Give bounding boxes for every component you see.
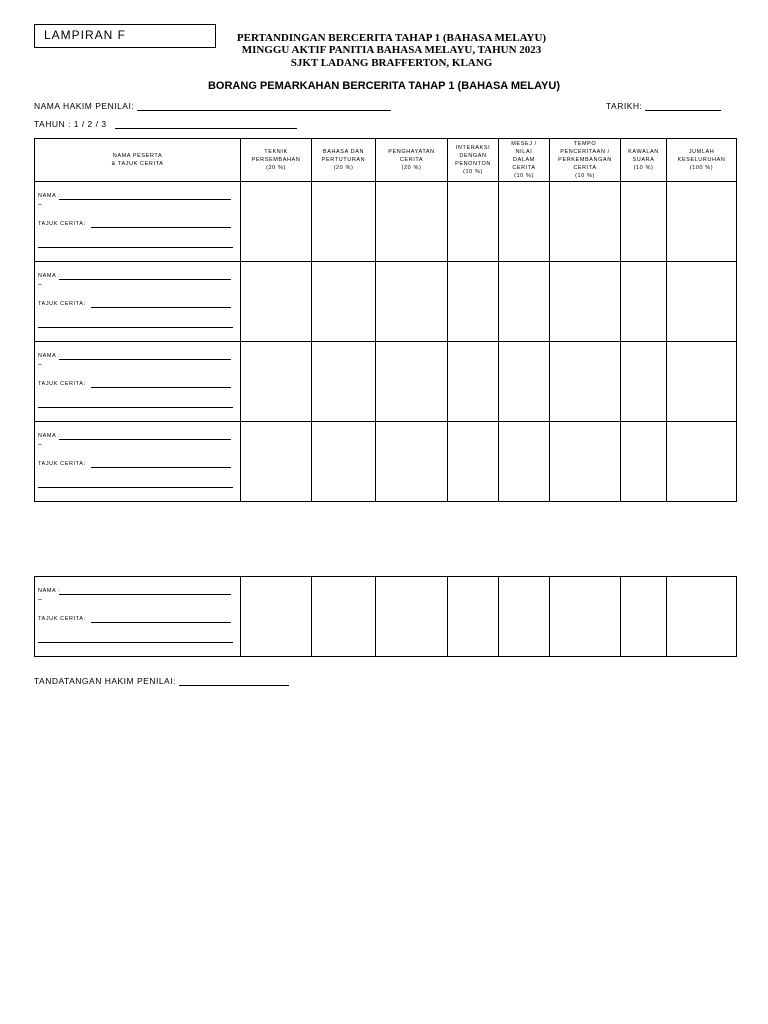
tajuk-blank-line[interactable] [91,387,231,388]
col-header-jumlah-keseluruhan [667,139,737,182]
participant-name-cell[interactable] [35,262,241,342]
col-header-line: PENCERITAAN / [560,149,610,155]
score-cell-teknik-persembahan[interactable] [241,262,312,342]
score-cell-interaksi-penonton[interactable] [448,262,499,342]
participant-name-cell[interactable] [35,342,241,422]
col-header-line: JUMLAH [688,149,715,155]
score-cell-interaksi-penonton[interactable] [448,422,499,502]
col-header-line: & TAJUK CERITA [111,161,164,167]
score-cell-interaksi-penonton[interactable] [448,342,499,422]
col-header-line: (10 %) [463,169,483,175]
tahun-blank-line[interactable] [115,128,297,129]
score-cell-mesej-nilai[interactable] [499,422,550,502]
dash-mark: – [38,596,42,603]
dash-mark: – [38,361,42,368]
col-header-line: (10 %) [575,173,595,179]
participant-row [35,422,737,502]
score-cell-interaksi-penonton[interactable] [448,577,499,657]
header-title-line-1: PERTANDINGAN BERCERITA TAHAP 1 (BAHASA MELAYU) [236,32,547,44]
score-cell-kawalan-suara[interactable] [621,182,667,262]
score-cell-penghayatan-cerita[interactable] [376,262,448,342]
score-cell-teknik-persembahan[interactable] [241,422,312,502]
score-cell-tempo-penceritaan[interactable] [550,422,621,502]
tajuk-label: TAJUK CERITA: [38,616,86,622]
col-header-line: (20 %) [266,165,286,171]
col-header-line: KESELURUHAN [677,157,726,163]
tajuk-extra-blank-line[interactable] [38,247,233,248]
score-cell-jumlah-keseluruhan[interactable] [667,262,737,342]
col-header-line: TEKNIK [264,149,288,155]
scoring-table-extra [34,576,737,657]
participant-name-cell[interactable] [35,422,241,502]
header-school-name: SJKT LADANG BRAFFERTON, KLANG [290,57,493,69]
col-header-line: DALAM [513,157,535,163]
score-cell-tempo-penceritaan[interactable] [550,577,621,657]
score-cell-teknik-persembahan[interactable] [241,182,312,262]
header-row [35,139,737,182]
participant-name-cell[interactable] [35,577,241,657]
tahun-field[interactable] [34,119,297,129]
col-header-line: (10 %) [514,173,534,179]
score-cell-jumlah-keseluruhan[interactable] [667,182,737,262]
score-cell-bahasa-pertuturan[interactable] [312,262,376,342]
score-cell-bahasa-pertuturan[interactable] [312,422,376,502]
tajuk-blank-line[interactable] [91,227,231,228]
tajuk-extra-blank-line[interactable] [38,327,233,328]
signature-blank-line[interactable] [179,685,289,686]
col-header-line: PERSEMBAHAN [251,157,301,163]
participant-row [35,577,737,657]
score-cell-kawalan-suara[interactable] [621,262,667,342]
col-header-kawalan-suara [621,139,667,182]
col-header-line: (100 %) [689,165,714,171]
score-cell-penghayatan-cerita[interactable] [376,182,448,262]
col-header-penghayatan-cerita [376,139,448,182]
col-header-line: PENGHAYATAN [388,149,435,155]
score-cell-mesej-nilai[interactable] [499,262,550,342]
score-cell-jumlah-keseluruhan[interactable] [667,422,737,502]
form-title: BORANG PEMARKAHAN BERCERITA TAHAP 1 (BAHASA MELAYU) [207,80,560,92]
col-header-line: (10 %) [633,165,654,171]
col-header-line: NILAI [515,149,533,155]
dash-mark: – [38,281,42,288]
tajuk-label: TAJUK CERITA: [38,381,86,387]
lampiran-label: LAMPIRAN F [34,24,216,48]
score-cell-mesej-nilai[interactable] [499,182,550,262]
tarikh-label: TARIKH: [606,101,643,111]
dash-mark: – [38,441,42,448]
score-cell-tempo-penceritaan[interactable] [550,342,621,422]
nama-blank-line[interactable] [59,199,231,200]
col-header-line: (20 %) [333,165,354,171]
nama-label: NAMA : [38,273,61,279]
score-cell-kawalan-suara[interactable] [621,342,667,422]
tajuk-blank-line[interactable] [91,467,231,468]
nama-label: NAMA : [38,353,61,359]
scoring-table [34,138,737,502]
col-header-line: CERITA [512,165,536,171]
col-header-tempo-penceritaan [550,139,621,182]
participant-row [35,342,737,422]
score-cell-jumlah-keseluruhan[interactable] [667,577,737,657]
col-header-line: CERITA [573,165,597,171]
header-title-line-2: MINGGU AKTIF PANITIA BAHASA MELAYU, TAHUN 2023 [241,44,542,56]
tajuk-extra-blank-line[interactable] [38,487,233,488]
score-cell-tempo-penceritaan[interactable] [550,262,621,342]
tajuk-blank-line[interactable] [91,307,231,308]
tarikh-blank-line[interactable] [645,110,721,111]
score-cell-teknik-persembahan[interactable] [241,577,312,657]
col-header-line: DENGAN [459,153,487,159]
nama-blank-line[interactable] [59,439,231,440]
score-cell-penghayatan-cerita[interactable] [376,577,448,657]
tajuk-extra-blank-line[interactable] [38,407,233,408]
tahun-label: TAHUN : 1 / 2 / 3 [34,119,107,129]
score-cell-penghayatan-cerita[interactable] [376,422,448,502]
score-cell-bahasa-pertuturan[interactable] [312,182,376,262]
col-header-teknik-persembahan [241,139,312,182]
participant-row [35,262,737,342]
nama-label: NAMA : [38,193,61,199]
col-header-interaksi-penonton [448,139,499,182]
signature-label: TANDATANGAN HAKIM PENILAI: [34,676,176,686]
dash-mark: – [38,201,42,208]
score-cell-bahasa-pertuturan[interactable] [312,577,376,657]
col-header-line: PERKEMBANGAN [558,157,612,163]
score-cell-tempo-penceritaan[interactable] [550,182,621,262]
col-header-line: MESEJ / [511,141,537,147]
score-cell-interaksi-penonton[interactable] [448,182,499,262]
col-header-line: TEMPO [573,141,597,147]
nama-blank-line[interactable] [59,279,231,280]
col-header-mesej-nilai [499,139,550,182]
col-header-line: BAHASA DAN [322,149,365,155]
score-cell-kawalan-suara[interactable] [621,577,667,657]
signature-field[interactable] [34,676,289,686]
col-header-line: (20 %) [401,165,422,171]
col-header-line: INTERAKSI [455,145,491,151]
col-header-line: NAMA PESERTA [112,153,163,159]
tajuk-label: TAJUK CERITA: [38,301,86,307]
tarikh-field[interactable] [606,101,721,111]
tajuk-label: TAJUK CERITA: [38,461,86,467]
tajuk-extra-blank-line[interactable] [38,642,233,643]
score-cell-penghayatan-cerita[interactable] [376,342,448,422]
col-header-line: PERTUTURAN [321,157,366,163]
participant-row [35,182,737,262]
nama-blank-line[interactable] [59,594,231,595]
col-header-line: CERITA [399,157,424,163]
hakim-blank-line[interactable] [137,110,391,111]
col-header-nama-peserta [35,139,241,182]
col-header-line: PENONTON [455,161,491,167]
participant-name-cell[interactable] [35,182,241,262]
score-cell-bahasa-pertuturan[interactable] [312,342,376,422]
score-cell-jumlah-keseluruhan[interactable] [667,342,737,422]
hakim-field[interactable] [34,101,391,111]
score-cell-teknik-persembahan[interactable] [241,342,312,422]
tajuk-blank-line[interactable] [91,622,231,623]
hakim-label: NAMA HAKIM PENILAI: [34,101,135,111]
score-cell-kawalan-suara[interactable] [621,422,667,502]
col-header-line: SUARA [632,157,655,163]
score-cell-mesej-nilai[interactable] [499,342,550,422]
tajuk-label: TAJUK CERITA: [38,221,86,227]
col-header-bahasa-pertuturan [312,139,376,182]
nama-label: NAMA : [38,433,61,439]
nama-blank-line[interactable] [59,359,231,360]
nama-label: NAMA : [38,588,61,594]
score-cell-mesej-nilai[interactable] [499,577,550,657]
col-header-line: KAWALAN [628,149,659,155]
